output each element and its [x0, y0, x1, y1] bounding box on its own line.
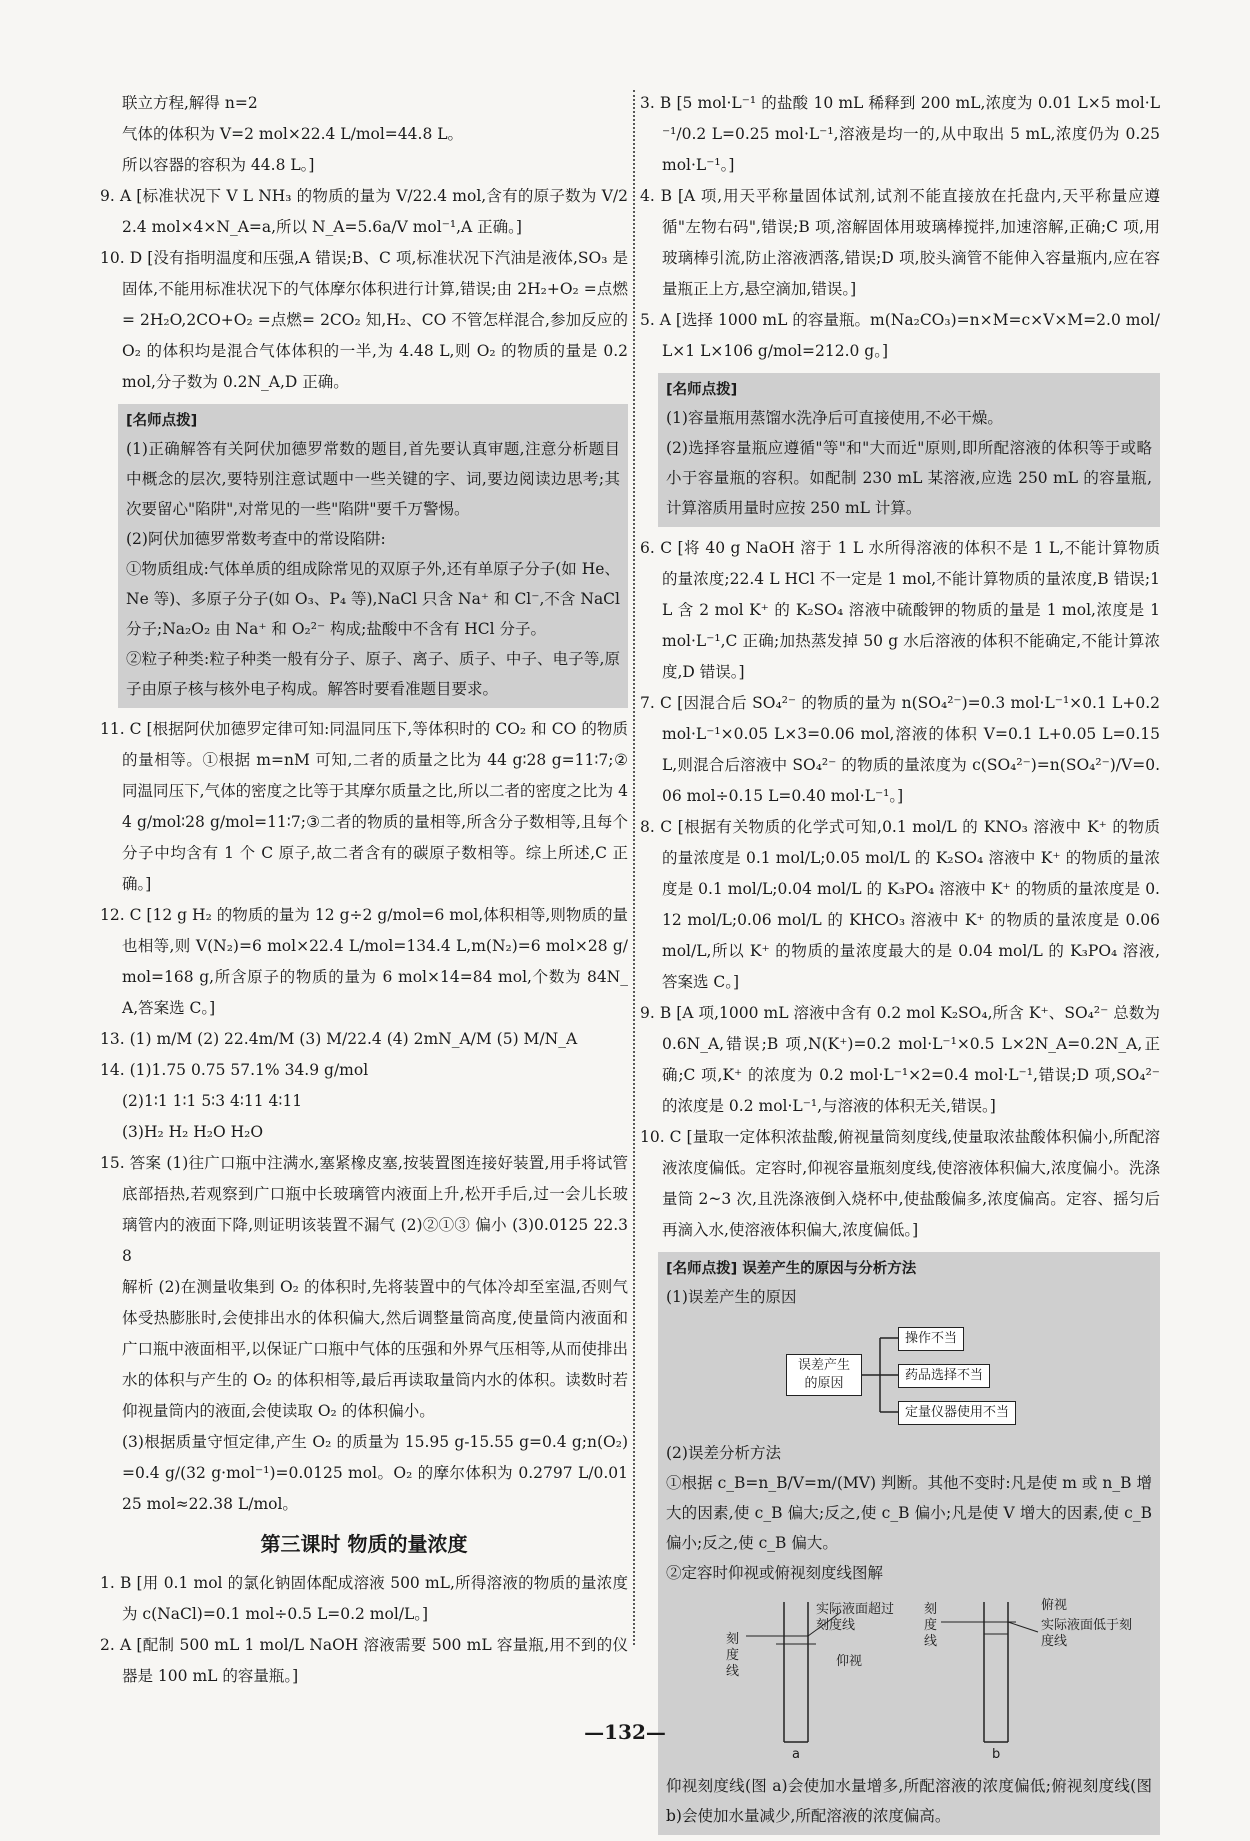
- fig-b-view: 俯视: [1041, 1598, 1068, 1613]
- flow-item: 定量仪器使用不当: [898, 1401, 1016, 1425]
- flow-root: 误差产生的原因: [786, 1354, 862, 1396]
- fig-a-view: 仰视: [836, 1654, 863, 1669]
- answer-line: 所以容器的容积为 44.8 L。]: [122, 156, 315, 174]
- page-number: —132—: [584, 1720, 666, 1744]
- answer-9: 9. A [标准状况下 V L NH₃ 的物质的量为 V/22.4 mol,含有的原子数为 V/22.4 mol×4×N_A=a,所以 N_A=5.6a/V mol⁻¹,A 正确。]: [100, 187, 628, 236]
- answer-2: 2. A [配制 500 mL 1 mol/L NaOH 溶液需要 500 mL 容量瓶,用不到的仪器是 100 mL 的容量瓶。]: [100, 1636, 628, 1685]
- tip-line: (1)正确解答有关阿伏加德罗常数的题目,首先要认真审题,注意分析题目中概念的层次,要特别注意试题中一些关键的字、词,要边阅读边思考;其次要留心"陷阱",对常见的一些"陷阱"要千万警惕。: [126, 440, 620, 518]
- answer-14-3: (3)H₂ H₂ H₂O H₂O: [122, 1123, 264, 1141]
- analysis-15: 解析 (2)在测量收集到 O₂ 的体积时,先将装置中的气体冷却至室温,否则气体受热膨胀时,会使排出水的体积偏大,然后调整量筒高度,使量筒内液面和广口瓶中液面相平,以保证广口瓶中气体的压强和外界气压相等,从而使排出水的体积与产生的 O₂ 的体积相等,最后再读取量筒内水的体积。读数时若仰视量筒内的液面,会使读取 O₂ 的体积偏小。: [122, 1278, 628, 1420]
- tip-box-2: [658, 373, 1160, 527]
- answer-1: 1. B [用 0.1 mol 的氯化钠固体配成溶液 500 mL,所得溶液的物质的量浓度为 c(NaCl)=0.1 mol÷0.5 L=0.2 mol/L。]: [100, 1574, 628, 1623]
- fig-b-note: 实际液面低于刻度线: [1041, 1618, 1133, 1649]
- fig-b-side-label: 刻度线: [924, 1602, 938, 1649]
- section-title: 第三课时 物质的量浓度: [260, 1532, 468, 1556]
- answer-14-2: (2)1∶1 1∶1 5∶3 4∶11 4∶11: [122, 1092, 303, 1110]
- tip-line: (2)选择容量瓶应遵循"等"和"大而近"原则,即所配溶液的体积等于或略小于容量瓶的容积。如配制 230 mL 某溶液,应选 250 mL 的容量瓶,计算溶质用量时应按 250 mL 计算。: [666, 439, 1152, 517]
- fig-b-label: b: [992, 1747, 1001, 1762]
- tip-subtitle: (2)误差分析方法: [666, 1444, 781, 1462]
- answer-4: 4. B [A 项,用天平称量固体试剂,试剂不能直接放在托盘内,天平称量应遵循"左物右码",错误;B 项,溶解固体用玻璃棒搅拌,加速溶解,正确;C 项,用玻璃棒引流,防止溶液洒落,错误;D 项,胶头滴管不能伸入容量瓶内,应在容量瓶正上方,悬空滴加,错误。]: [640, 187, 1160, 298]
- analysis-15-3: (3)根据质量守恒定律,产生 O₂ 的质量为 15.95 g-15.55 g=0.4 g;n(O₂)=0.4 g/(32 g·mol⁻¹)=0.0125 mol。O₂ 的摩尔体积为 0.2797 L/0.0125 mol≈22.38 L/mol。: [122, 1433, 628, 1513]
- tip-box-3: [658, 1252, 1160, 1835]
- tip-line: 仰视刻度线(图 a)会使加水量增多,所配溶液的浓度偏低;俯视刻度线(图 b)会使加水量减少,所配溶液的浓度偏高。: [666, 1777, 1152, 1825]
- fig-a-side-label: 刻度线: [726, 1632, 740, 1679]
- tip-box-1: [118, 404, 628, 708]
- answer-10r: 10. C [量取一定体积浓盐酸,俯视量筒刻度线,使量取浓盐酸体积偏小,所配溶液浓度偏低。定容时,仰视容量瓶刻度线,使溶液体积偏大,浓度偏小。洗涤量筒 2~3 次,且洗涤液倒入烧杯中,使盐酸偏多,浓度偏高。定容、摇匀后再滴入水,使溶液体积偏大,浓度偏低。]: [640, 1128, 1160, 1239]
- fig-a-note: 实际液面超过刻度线: [816, 1602, 895, 1633]
- answer-line: 联立方程,解得 n=2: [122, 94, 258, 112]
- tip-line: (2)阿伏加德罗常数考查中的常设陷阱:: [126, 530, 386, 548]
- answer-9r: 9. B [A 项,1000 mL 溶液中含有 0.2 mol K₂SO₄,所含 K⁺、SO₄²⁻ 总数为 0.6N_A,错误;B 项,N(K⁺)=0.2 mol·L⁻¹×0.5 L×2N_A=0.2N_A,正确;C 项,K⁺ 的浓度为 0.2 mol·L⁻¹×2=0.4 mol·L⁻¹,错误;D 项,SO₄²⁻ 的浓度是 0.2 mol·L⁻¹,与溶液的体积无关,错误。]: [640, 1004, 1160, 1115]
- answer-7: 7. C [因混合后 SO₄²⁻ 的物质的量为 n(SO₄²⁻)=0.3 mol·L⁻¹×0.1 L+0.2 mol·L⁻¹×0.05 L×3=0.06 mol,溶液的体积 V=0.1 L+0.05 L=0.15 L,则混合后溶液中 SO₄²⁻ 的物质的量浓度为 c(SO₄²⁻)=n(SO₄²⁻)/V=0.06 mol÷0.15 L=0.40 mol·L⁻¹。]: [640, 694, 1160, 805]
- tip-box-title: [名师点拨] 误差产生的原因与分析方法: [666, 1261, 917, 1277]
- tip-subtitle: (1)误差产生的原因: [666, 1288, 797, 1306]
- answer-5: 5. A [选择 1000 mL 的容量瓶。m(Na₂CO₃)=n×M=c×V×M=2.0 mol/L×1 L×106 g/mol=212.0 g。]: [640, 311, 1160, 360]
- answer-13: 13. (1) m/M (2) 22.4m/M (3) M/22.4 (4) 2mN_A/M (5) M/N_A: [100, 1030, 578, 1048]
- tip-line: ②粒子种类:粒子种类一般有分子、原子、离子、质子、中子、电子等,原子由原子核与核外电子构成。解答时要看准题目要求。: [126, 650, 620, 698]
- tip-box-title: [名师点拨]: [126, 413, 198, 429]
- tip-box-title: [名师点拨]: [666, 382, 738, 398]
- answer-8: 8. C [根据有关物质的化学式可知,0.1 mol/L 的 KNO₃ 溶液中 K⁺ 的物质的量浓度是 0.1 mol/L;0.05 mol/L 的 K₂SO₄ 溶液中 K⁺ 的物质的量浓度是 0.1 mol/L;0.04 mol/L 的 K₃PO₄ 溶液中 K⁺ 的物质的量浓度是 0.12 mol/L;0.06 mol/L 的 KHCO₃ 溶液中 K⁺ 的物质的量浓度是 0.06 mol/L,所以 K⁺ 的物质的量浓度最大的是 0.04 mol/L 的 K₃PO₄ 溶液,答案选 C。]: [640, 818, 1160, 991]
- flow-item: 药品选择不当: [898, 1364, 990, 1388]
- answer-15: 15. 答案 (1)往广口瓶中注满水,塞紧橡皮塞,按装置图连接好装置,用手将试管底部捂热,若观察到广口瓶中长玻璃管内液面上升,松开手后,过一会儿长玻璃管内的液面下降,则证明该装置不漏气 (2)②①③ 偏小 (3)0.0125 22.38: [100, 1154, 628, 1265]
- answer-3: 3. B [5 mol·L⁻¹ 的盐酸 10 mL 稀释到 200 mL,浓度为 0.01 L×5 mol·L⁻¹/0.2 L=0.25 mol·L⁻¹,溶液是均一的,从中取出 5 mL,浓度仍为 0.25 mol·L⁻¹。]: [640, 94, 1160, 174]
- fig-a-label: a: [792, 1747, 800, 1762]
- column-divider: [633, 90, 635, 1645]
- tip-line: ②定容时仰视或俯视刻度线图解: [666, 1564, 884, 1582]
- right-column: [640, 88, 1160, 1841]
- answer-11: 11. C [根据阿伏加德罗定律可知:同温同压下,等体积时的 CO₂ 和 CO 的物质的量相等。①根据 m=nM 可知,二者的质量之比为 44 g∶28 g=11∶7;②同温同压下,气体的密度之比等于其摩尔质量之比,所以二者的密度之比为 44 g/mol∶28 g/mol=11∶7;③二者的物质的量相等,所含分子数相等,且每个分子中均含有 1 个 C 原子,故二者含有的碳原子数相等。综上所述,C 正确。]: [100, 720, 628, 893]
- tip-line: ①物质组成:气体单质的组成除常见的双原子外,还有单原子分子(如 He、Ne 等)、多原子分子(如 O₃、P₄ 等),NaCl 只含 Na⁺ 和 Cl⁻,不含 NaCl 分子;Na₂O₂ 由 Na⁺ 和 O₂²⁻ 构成;盐酸中不含有 HCl 分子。: [126, 560, 620, 638]
- answer-6: 6. C [将 40 g NaOH 溶于 1 L 水所得溶液的体积不是 1 L,不能计算物质的量浓度;22.4 L HCl 不一定是 1 mol,不能计算物质的量浓度,B 错误;1 L 含 2 mol K⁺ 的 K₂SO₄ 溶液中硫酸钾的物质的量是 1 mol,浓度是 1 mol·L⁻¹,C 正确;加热蒸发掉 50 g 水后溶液的体积不能确定,不能计算浓度,D 错误。]: [640, 539, 1160, 681]
- left-column: [100, 88, 628, 1692]
- answer-14: 14. (1)1.75 0.75 57.1% 34.9 g/mol: [100, 1061, 369, 1079]
- tip-line: ①根据 c_B=n_B/V=m/(MV) 判断。其他不变时:凡是使 m 或 n_B 增大的因素,使 c_B 偏大;反之,使 c_B 偏小;凡是使 V 增大的因素,使 c_B 偏小;反之,使 c_B 偏大。: [666, 1474, 1152, 1552]
- tip-line: (1)容量瓶用蒸馏水洗净后可直接使用,不必干燥。: [666, 409, 1003, 427]
- answer-12: 12. C [12 g H₂ 的物质的量为 12 g÷2 g/mol=6 mol,体积相等,则物质的量也相等,则 V(N₂)=6 mol×22.4 L/mol=134.4 L,m(N₂)=6 mol×28 g/mol=168 g,所含原子的物质的量为 6 mol×14=84 mol,个数为 84N_A,答案选 C。]: [100, 906, 628, 1017]
- answer-line: 气体的体积为 V=2 mol×22.4 L/mol=44.8 L。: [122, 125, 464, 143]
- answer-10: 10. D [没有指明温度和压强,A 错误;B、C 项,标准状况下汽油是液体,SO₃ 是固体,不能用标准状况下的气体摩尔体积进行计算,错误;由 2H₂+O₂ =点燃= 2H₂O,2CO+O₂ =点燃= 2CO₂ 知,H₂、CO 不管怎样混合,参加反应的 O₂ 的体积均是混合气体体积的一半,为 4.48 L,则 O₂ 的物质的量是 0.2 mol,分子数为 0.2N_A,D 正确。: [100, 249, 628, 391]
- flow-item: 操作不当: [898, 1327, 964, 1351]
- error-cause-diagram: [666, 1320, 1152, 1430]
